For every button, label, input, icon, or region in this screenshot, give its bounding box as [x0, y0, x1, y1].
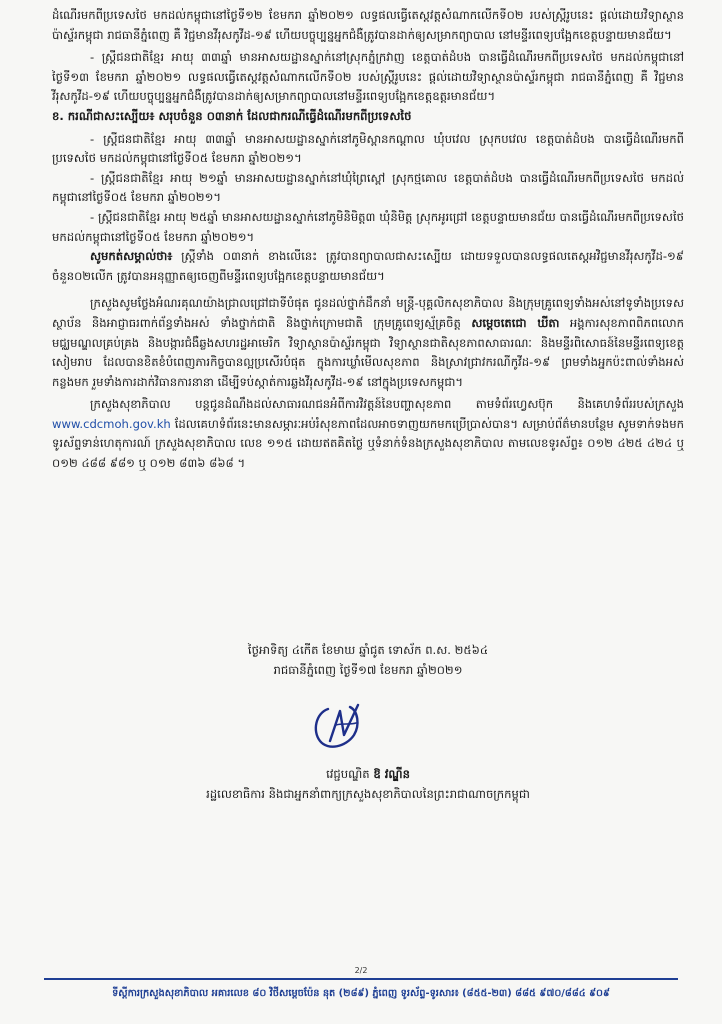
- thanks-bold-name-2: ឃីតា: [537, 315, 560, 330]
- section-heading-recovered: ខ. ករណីជាសះស្បើយ៖ សរុបចំនួន ០៣នាក់ ដែលជាករណីធ្វើដំណើរមកពីប្រទេសថៃ: [52, 108, 412, 123]
- note-label: សូមកត់សម្គាល់ថា៖: [90, 249, 173, 264]
- footer-address: ទីស្តីការក្រសួងសុខាភិបាល អគារលេខ ៨០ វិថីសម្តេចប៉ែន នុត (២៨៩) ភ្នំពេញ ទូរស័ព្ទ-ទូរសារ៖ (៨៥៥-២៣) ៨៨៥ ៩៧០/៨៨៤ ៩០៩: [112, 988, 610, 999]
- recovered-case-2: - ស្ត្រីជនជាតិខ្មែរ អាយុ ២១ឆ្នាំ មានអាសយដ្ឋានស្នាក់នៅឃុំព្រៃស្ពៅ ស្រុកថ្មគោល ខេត្តបាត់ដំបង បានធ្វើដំណើរមកពីប្រទេសថៃ មកដល់កម្ពុជានៅថ្ងៃទី០៥ ខែមករា ឆ្នាំ២០២១។: [52, 170, 684, 205]
- lunar-date: ថ្ងៃអាទិត្យ ៤កើត ខែមាឃ ឆ្នាំជូត ទោស័ក ព.ស. ២៥៦៤: [247, 643, 489, 657]
- signer-name: ឱ វណ្ឌីន: [373, 767, 410, 781]
- page-number: 2/2: [354, 966, 368, 975]
- paragraph-case-continued: ដំណើរមកពីប្រទេសថៃ មកដល់កម្ពុជានៅថ្ងៃទី១២ ខែមករា ឆ្នាំ២០២១ លទ្ធផលធ្វើតេស្តវត្តសំណាកលើកទី០២ របស់ស្ត្រីរូបនេះ ផ្ដល់ដោយវិទ្យាស្ថានប៉ាស្ទ័រកម្ពុជា រាជធានីភ្នំពេញ គឺ វិជ្ជមានវីរុសកូវីដ-១៩ ហើយបច្ចុប្បន្នអ្នកជំងឺត្រូវបានដាក់ឲ្យសម្រាកព្យាបាល នៅមន្ទីរពេទ្យបង្អែកខេត្តបន្ទាយមានជ័យ។: [52, 8, 684, 42]
- signer-title: រដ្ឋលេខាធិការ និងជាអ្នកនាំពាក្យក្រសួងសុខាភិបាលនៃព្រះរាជាណាចក្រកម្ពុជា: [206, 787, 530, 801]
- footer-divider: [44, 978, 678, 980]
- info-paragraph: [52, 395, 684, 473]
- date-block: [52, 640, 684, 680]
- info-text-b: ដែលគេហទំព័រនេះមានសម្ភារៈអប់រំសុខភាពដែលអាចទាញយកមកប្រើប្រាស់បាន។ សម្រាប់ព័ត៌មានបន្ថែម សូមទាក់ទងមកទូរស័ព្ទទាន់ហេតុការណ៍ ក្រសួងសុខាភិបាល លេខ ១១៥ ដោយឥតគិតថ្លៃ ឬទំនាក់ទំនងក្រសួងសុខាភិបាល តាមលេខទូរស័ព្ទ៖ ០១២ ៤២៥ ៤២៤ ឬ ០១២ ៤៨៨ ៩៨១ ឬ ០១២ ៨៣៦ ៨៦៨ ។: [52, 416, 684, 471]
- note-paragraph: [52, 247, 684, 286]
- thanks-text-a: ក្រសួងសូមថ្លែងអំណរគុណយ៉ាងជ្រាលជ្រៅជាទីបំផុត ជូនដល់ថ្នាក់ដឹកនាំ មន្ត្រី-បុគ្គលិកសុខាភិបាល និងក្រុមគ្រូពេទ្យទាំងអស់នៅទូទាំងប្រទេស ស្ថាប័ន និងអាជ្ញាធរពាក់ព័ន្ធទាំងអស់ ទាំងថ្នាក់ជាតិ និងថ្នាក់ក្រោមជាតិ ក្រុមគ្រូពេទ្យស្ម័គ្រចិត្ត: [52, 296, 684, 330]
- signer-name-line: [52, 764, 684, 784]
- document-body: [52, 6, 684, 474]
- recovered-case-1: - ស្ត្រីជនជាតិខ្មែរ អាយុ ៣៣ឆ្នាំ មានអាសយដ្ឋានស្នាក់នៅភូមិស្ពានកណ្តាល ឃុំបវេល ស្រុកបវេល ខេត្តបាត់ដំបង បានធ្វើដំណើរមកពីប្រទេសថៃ មកដល់កម្ពុជានៅថ្ងៃទី០៥ ខែមករា ឆ្នាំ២០២១។: [52, 131, 684, 166]
- signer-block: [52, 764, 684, 804]
- recovered-case-3: - ស្ត្រីជនជាតិខ្មែរ អាយុ ២៥ឆ្នាំ មានអាសយដ្ឋានស្នាក់នៅភូមិនិមិត្ត៣ ឃុំនិមិត្ត ស្រុកអូរជ្រៅ ខេត្តបន្ទាយមានជ័យ បានធ្វើដំណើរមកពីប្រទេសថៃ មកដល់កម្ពុជានៅថ្ងៃទី០៥ ខែមករា ឆ្នាំ២០២១។: [52, 209, 684, 244]
- info-text-a: ក្រសួងសុខាភិបាល បន្តជូនដំណឹងដល់សាធារណជនអំពីការវិវត្តន៍នៃបញ្ហាសុខភាព តាមទំព័រហ្វេសប៊ុក និងគេហទំព័ររបស់ក្រសួង: [90, 397, 684, 412]
- website-link[interactable]: www.cdcmoh.gov.kh: [52, 416, 171, 431]
- thanks-bold-name: សម្តេចតេជោ: [471, 315, 538, 330]
- note-text: ស្ត្រីទាំង ០៣នាក់ ខាងលើនេះ ត្រូវបានព្យាបាលជាសះស្បើយ ដោយទទួលបានលទ្ធផលតេស្តអវិជ្ជមានវីរុសកូវីដ-១៩ ចំនួន០២លើក ត្រូវបានអនុញ្ញាតឲ្យចេញពីមន្ទីរពេទ្យបង្អែកខេត្តបន្ទាយមានជ័យ។: [52, 249, 684, 283]
- signer-prefix: វេជ្ជបណ្ឌិត: [326, 767, 374, 781]
- paragraph-case-second: - ស្ត្រីជនជាតិខ្មែរ អាយុ ៣៣ឆ្នាំ មានអាសយដ្ឋានស្នាក់នៅស្រុកភ្នំក្រវាញ ខេត្តបាត់ដំបង បានធ្វើដំណើរមកពីប្រទេសថៃ មកដល់កម្ពុជានៅថ្ងៃទី១៣ ខែមករា ឆ្នាំ២០២១ លទ្ធផលធ្វើតេស្តវត្តសំណាកលើកទី០២ របស់ស្ត្រីរូបនេះ ផ្ដល់ដោយវិទ្យាស្ថានប៉ាស្ទ័រកម្ពុជា រាជធានីភ្នំពេញ គឺ វិជ្ជមានវីរុសកូវីដ-១៩ ហើយបច្ចុប្បន្នអ្នកជំងឺត្រូវបានដាក់ឲ្យសម្រាកព្យាបាលនៅមន្ទីរពេទ្យបង្អែកខេត្តឧត្តរមានជ័យ។: [52, 50, 684, 104]
- solar-date: រាជធានីភ្នំពេញ ថ្ងៃទី១៧ ខែមករា ឆ្នាំ២០២១: [273, 663, 463, 677]
- thanks-text-b: អង្គការសុខភាពពិភពលោក មជ្ឈមណ្ឌលគ្រប់គ្រង និងបង្ការជំងឺឆ្លងសហរដ្ឋអាមេរិក វិទ្យាស្ថានប៉ាស្ទ័រកម្ពុជា វិទ្យាស្ថានជាតិសុខភាពសាធារណៈ និងមន្ទីរពិសោធន៍នៃមន្ទីរពេទ្យខេត្តសៀមរាប ដែលបានខិតខំបំពេញភារកិច្ចបានល្អប្រសើរបំផុត ក្នុងការឃ្លាំមើលសុខភាព និងស្រាវជ្រាវករណីកូវីដ-១៩ ព្រមទាំងអ្នកប៉ះពាល់ទាំងអស់កន្លងមក រួមទាំងការដាក់វិធានការនានា ដើម្បីទប់ស្កាត់ការឆ្លងវីរុសកូវីដ-១៩ នៅក្នុងប្រទេសកម្ពុជា។: [52, 315, 685, 389]
- thanks-paragraph: [52, 294, 684, 392]
- handwritten-signature: [306, 695, 374, 757]
